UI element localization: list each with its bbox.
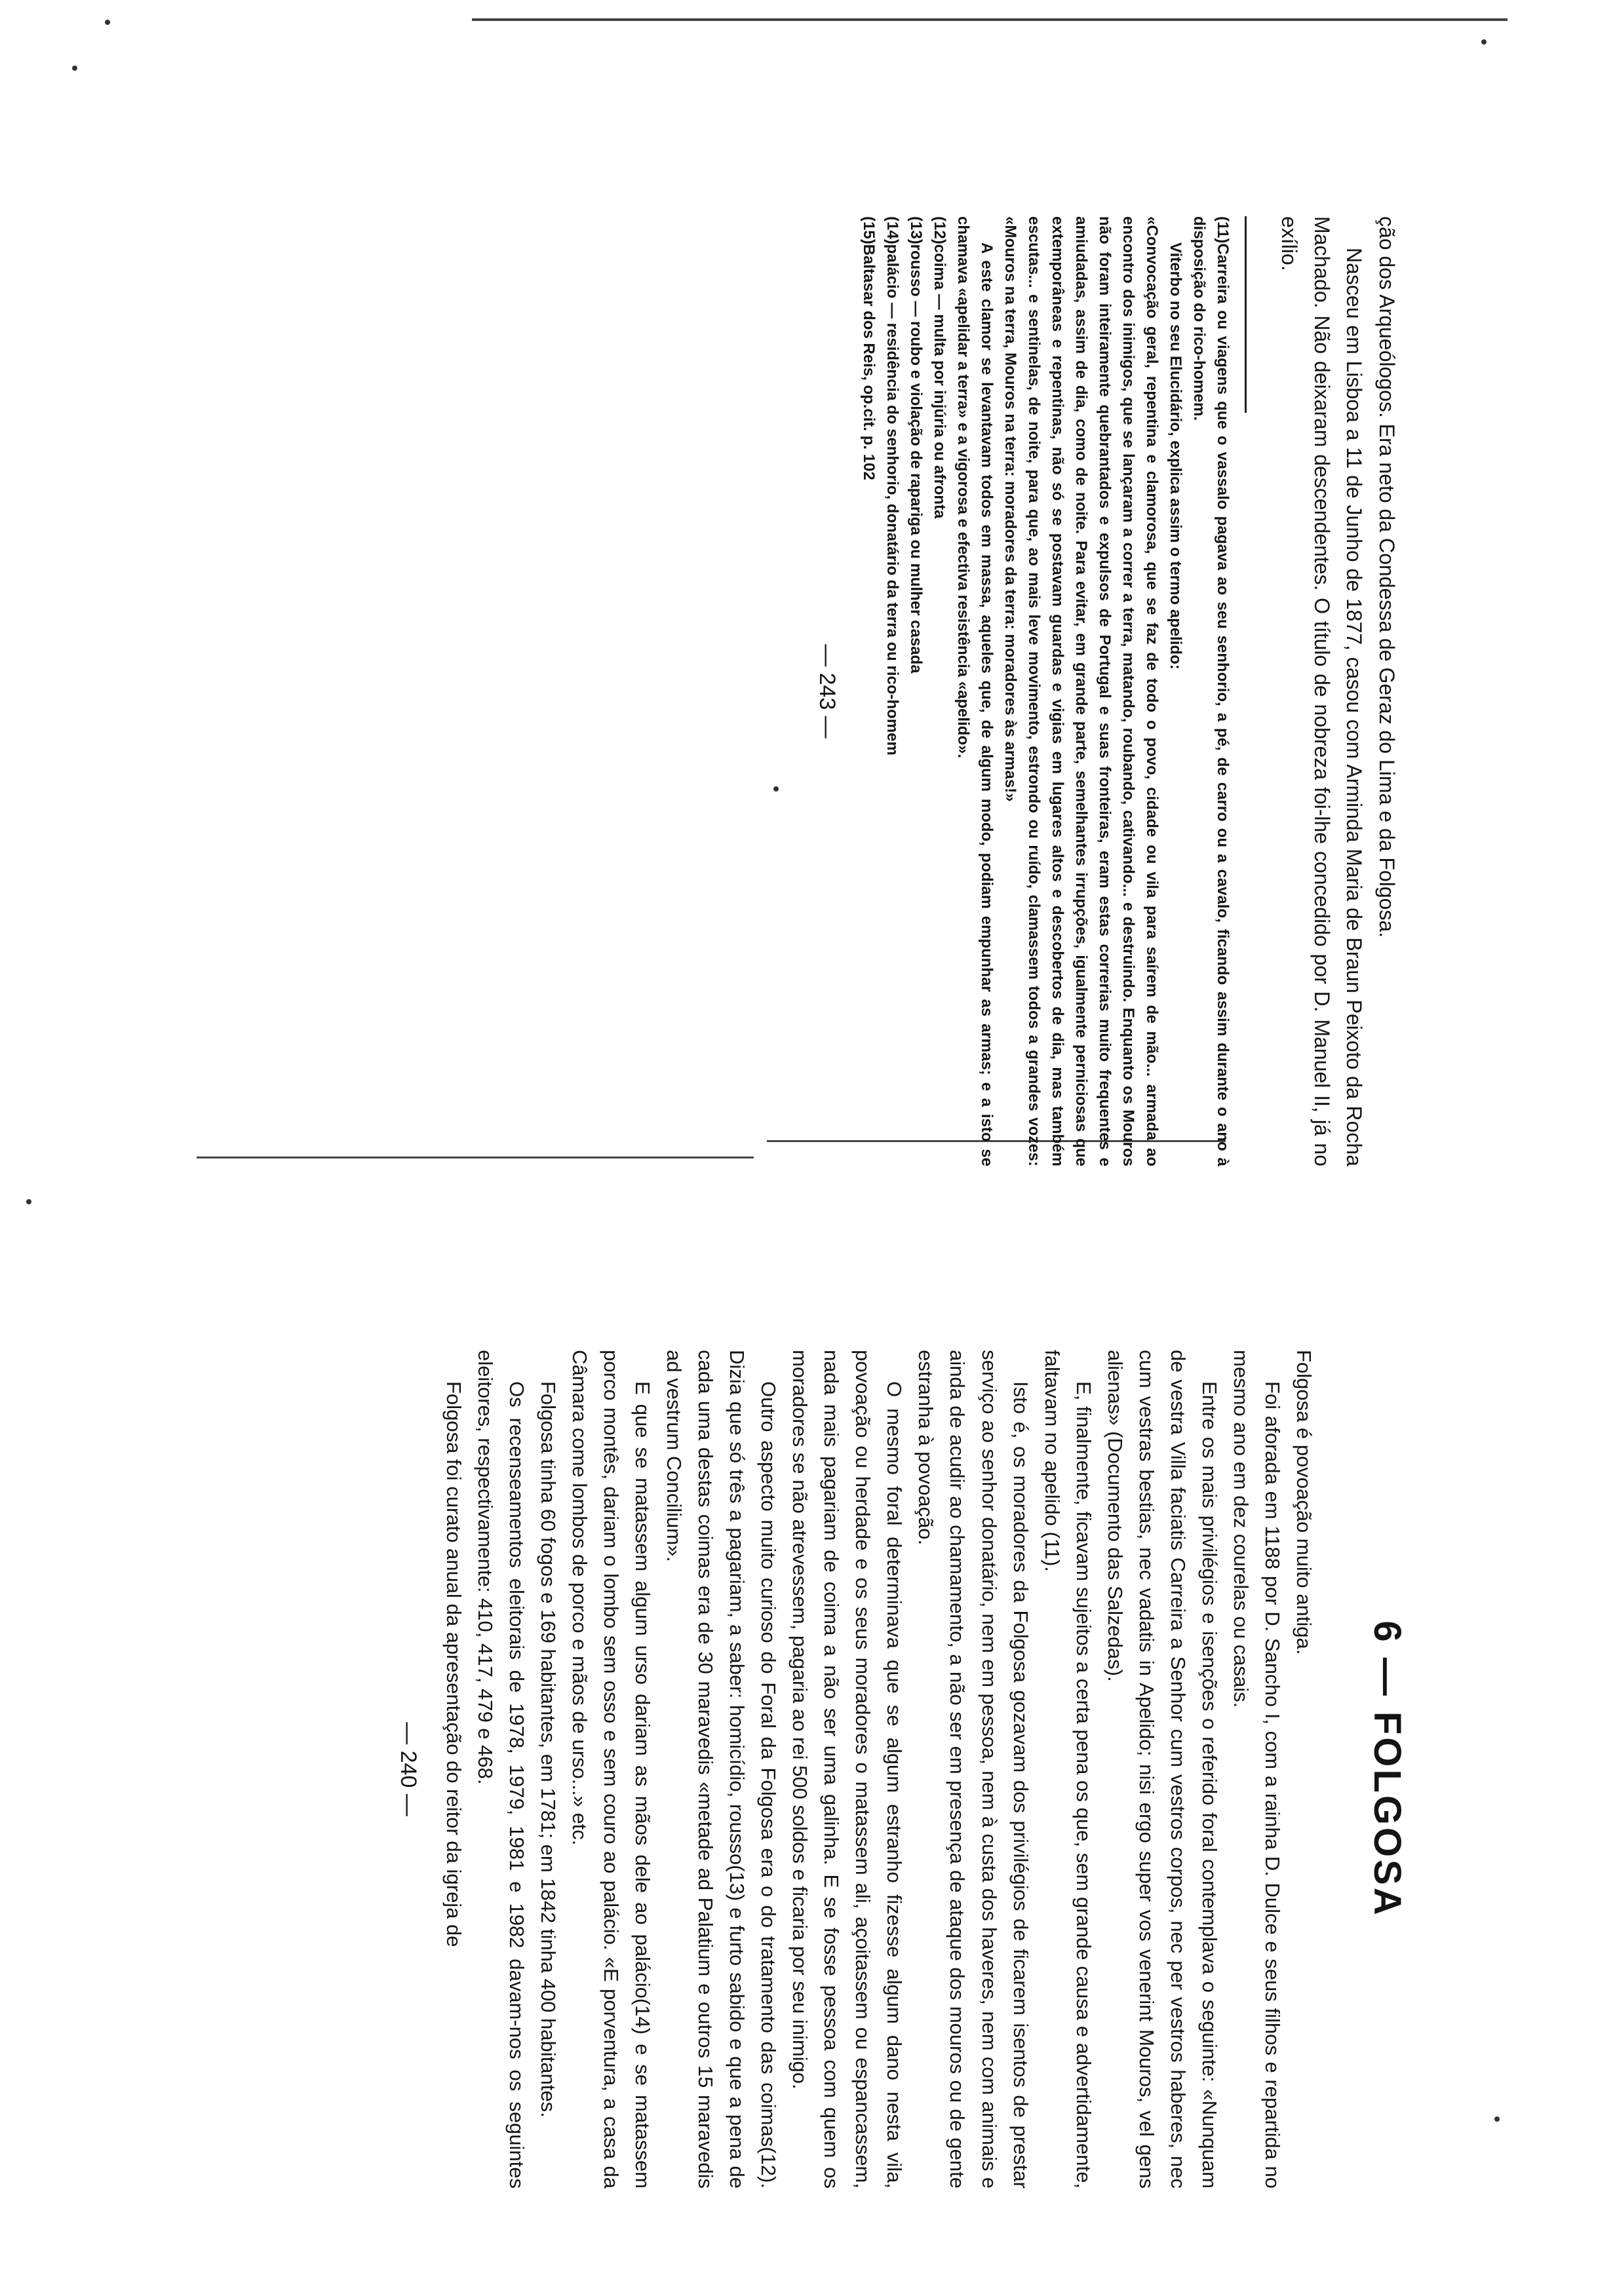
footnote: (14)palácio — residência do senhorio, donatário da terra ou rico-homem [883, 216, 901, 756]
body-paragraph: O mesmo foral determinava que se algum estranho fizesse algum dano nesta vila, povoação ou herdade e os seus moradores o matassem ali, açoitassem ou espancassem, nada mais pagariam de coima a não ser uma galinha. E se fosse pessoa com quem os moradores se não atrevessem, pagaria ao rei 500 soldos e ficaria por seu inimigo. [788, 1350, 906, 2189]
page-243 [118, 216, 1403, 1166]
footnote: A este clamor se levantavam todos em massa, aqueles que, de algum modo, podiam empunhar as armas; e a isto se chamava «apelidar a terra» e a vigorosa e efectiva resistência «apelido». [954, 216, 996, 1166]
body-paragraph: Outro aspecto muito curioso do Foral da Folgosa era o do tratamento das coimas(12). Dizia que só três a pagariam, a saber: homicídio, rousso(13) e furto sabido e que a pena de cada uma destas coimas era de 30 maravedis «metade ad Palatium e outros 15 maravedis ad vestrum Concilium». [663, 1350, 781, 2189]
body-paragraph: Os recenseamentos eleitorais de 1978, 1979, 1981 e 1982 davam-nos os seguintes eleitores, respectivamente: 410, 417, 479 e 468. [473, 1350, 528, 2189]
scan-speck [105, 20, 110, 25]
body-paragraph: Foi aforada em 1188 por D. Sancho I, com a rainha D. Dulce e seus filhos e repartida no mesmo ano em dez courelas ou casais. [1229, 1350, 1284, 2189]
body-paragraph: Folgosa tinha 60 fogos e 169 habitantes, em 1781; em 1842 tinha 400 habitantes. [536, 1381, 560, 2118]
scan-speck [26, 1199, 31, 1204]
footnote: (11)Carreira ou viagens que o vassalo pagava ao seu senhorio, a pé, de carro ou a cavalo, ficando assim durante o ano à disposição do rico-homem. [1190, 216, 1232, 1166]
body-paragraph: E que se matassem algum urso dariam as mãos dele ao palácio(14) e se matassem porco montês, dariam o lombo sem osso e sem couro ao palácio. «E porventura, a casa da Câmara come lombos de porco e mãos de urso...» etc. [568, 1350, 655, 2189]
footnotes [857, 216, 1247, 1166]
footnote: (12)coima — multa por injúria ou afronta [930, 216, 948, 519]
page-number: — 240 — [395, 1722, 421, 1816]
body-paragraph: Folgosa é povoação muito antiga. [1293, 1350, 1315, 1655]
footnote: (13)rousso — roubo e violação de rapariga ou mulher casada [906, 216, 925, 674]
scan-edge-rule-top [472, 18, 1508, 21]
page-240-body [438, 1350, 1319, 2189]
footnote-divider [1245, 216, 1247, 413]
body-paragraph: Nasceu em Lisboa a 11 de Junho de 1877, casou com Arminda Maria de Braun Peixoto da Rocha Machado. Não deixaram descendentes. O título de nobreza foi-lhe concedido por D. Manuel II, já no exílio. [1277, 216, 1367, 1166]
scan-speck [1481, 39, 1487, 45]
footnote: Viterbo no seu Elucidário, explica assim o termo apelido: [1166, 242, 1184, 670]
scan-speck [72, 66, 77, 71]
footnote: «Convocação geral, repentina e clamorosa, que se faz de todo o povo, cidade ou vila para saírem de mão... armada ao encontro dos inimigos, que se lançaram a correr a terra, matando, roubando, cativando... e destruindo. Enquanto os Mouros não foram inteiramente quebrantados e expulsos de Portugal e suas fronteiras, eram estas correrias muito frequentes e amiudadas, assim de dia, como de noite. Para evitar, em grande parte, semelhantes irrupções, igualmente perniciosas que extemporâneas e repentinas, não só se postavam guardas e vigias em lugares altos e descobertos de dia, mas também escutas... e sentinelas, de noite, para que, ao mais leve movimento, estrondo ou ruído, clamassem todos a grandes vozes: «Mouros na terra, Mouros na terra: moradores da terra: moradores às armas!» [1001, 216, 1161, 1166]
footnote: (15)Baltasar dos Reis, op.cit. p. 102 [859, 216, 878, 480]
page-240 [98, 1350, 1409, 2189]
body-paragraph: Entre os mais privilégios e isenções o referido foral contemplava o seguinte: «Nunquam de vestra Villa faciatis Carreira a Senhor cum vestros corpos, nec per vestros haberes, nec cum vestras bestias, nec vadatis in Apelido; nisi ergo super vos venerint Mouros, vel gens alienas» (Documento das Salzedas). [1103, 1350, 1221, 2189]
body-paragraph: E, finalmente, ficavam sujeitos a certa pena os que, sem grande causa e advertidamente, faltavam no apelido (11). [1040, 1350, 1095, 2189]
page-243-body [1273, 216, 1403, 1166]
chapter-heading: 6 — FOLGOSA [1366, 1620, 1409, 1918]
body-paragraph: Isto é, os moradores da Folgosa gozavam dos privilégios de ficarem isentos de prestar serviço ao senhor donatário, nem em pessoa, nem à custa dos haveres, nem com animais e ainda de acudir ao chamamento, a não ser em presença de ataque dos mouros ou de gente estranha à povoação. [914, 1350, 1032, 2189]
scan-speck [1494, 2116, 1500, 2122]
body-paragraph: ção dos Arqueólogos. Era neto da Condessa de Geraz do Lima e da Folgosa. [1375, 216, 1399, 938]
page-number: — 243 — [814, 644, 840, 738]
body-paragraph: Folgosa foi curato anual da apresentação do reitor da igreja de [442, 1381, 465, 1947]
